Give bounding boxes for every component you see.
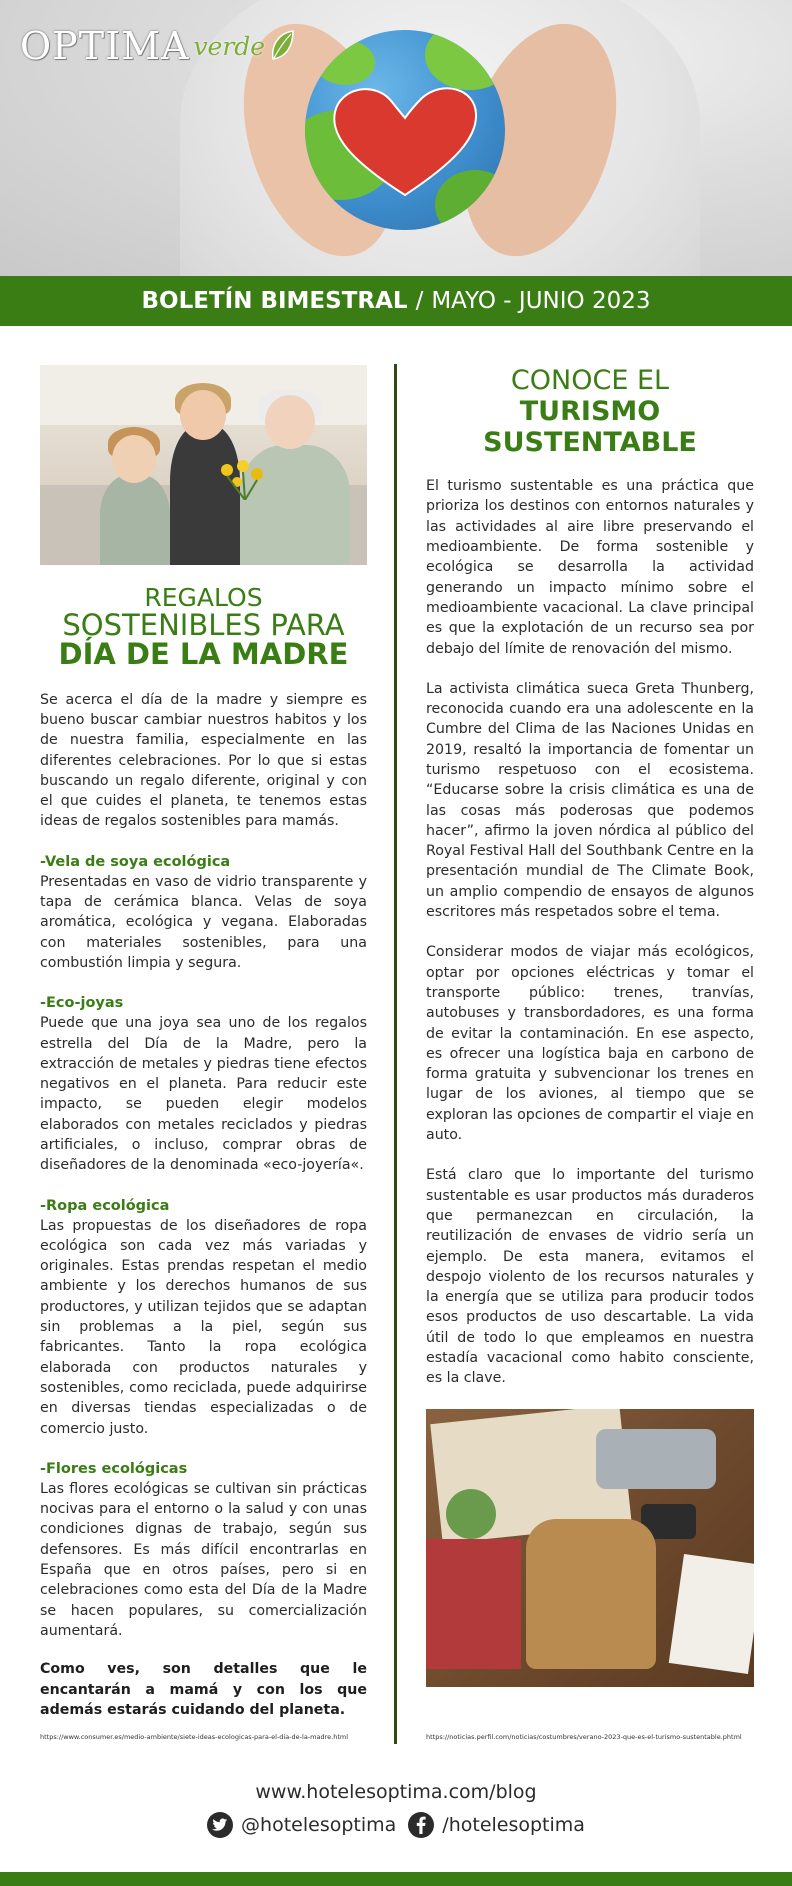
- left-source-link[interactable]: https://www.consumer.es/medio-ambiente/siete-ideas-ecologicas-para-el-dia-de-la-madre.html: [40, 1733, 349, 1741]
- family-photo: [40, 365, 367, 565]
- left-title-line3: DÍA DE LA MADRE: [58, 637, 349, 672]
- right-paragraph: La activista climática sueca Greta Thunberg, reconocida cuando era una adolescente en la Cumbre del Clima de las Naciones Unidas en 2019, resaltó la importancia de fomentar un turismo respetuoso con el ecosistema. “Educarse sobre la crisis climática es una de las cosas más poderosas que podemos hacer”, afirmo la joven nórdica al público del Royal Festival Hall del Southbank Centre en la presentación mundial de The Climate Book, un amplio compendio de ensayos de algunos escritores más respetados sobre el tema.: [426, 680, 754, 921]
- banner-separator: /: [415, 288, 424, 314]
- left-title-line1: REGALOS: [144, 583, 263, 612]
- section-body: Puede que una joya sea uno de los regalos estrella del Día de la Madre, pero la extracción de metales y piedras tiene efectos negativos en el planeta. Para reducir este impacto, se pueden elegir modelos elaborados con metales reciclados y piedras artificiales, o incluso, comprar obras de diseñadores de la denominada «eco-joyería«.: [40, 1015, 367, 1174]
- section-heading: -Flores ecológicas: [40, 1460, 188, 1477]
- right-article-title: [426, 365, 754, 458]
- facebook-link[interactable]: [408, 1812, 585, 1838]
- footer-bar: [0, 1872, 792, 1886]
- left-title-line2: SOSTENIBLES PARA: [62, 607, 345, 642]
- heart-icon: [330, 80, 480, 200]
- brand-suffix: verde: [193, 31, 266, 61]
- left-closing: Como ves, son detalles que le encantarán a mamá y con los que además estarás cuidando del planeta.: [40, 1661, 367, 1718]
- brand-logo: [20, 24, 295, 68]
- travel-photo: [426, 1409, 754, 1687]
- left-intro: Se acerca el día de la madre y siempre es bueno buscar cambiar nuestros habitos y los de nuestra familia, especialmente en las diferentes celebraciones. Por lo que si estas buscando un regalo diferente, original y con el que cuides el planeta, te tenemos estas ideas de regalos sostenibles para mamás.: [40, 691, 367, 830]
- right-column: [426, 365, 754, 1687]
- social-links: [0, 1812, 792, 1838]
- hero-image: [0, 0, 792, 276]
- flowers-icon: [215, 460, 275, 500]
- right-paragraph: El turismo sustentable es una práctica que prioriza los destinos con entornos naturales y las actividades al aire libre preservando el medioambiente. De forma sostenible y ecológica se desarrolla la actividad generando un impacto mínimo sobre el medioambiente vacacional. La clave principal es que la explotación de un recurso sea por debajo del límite de renovación del mismo.: [426, 478, 754, 657]
- brand-name: OPTIMA: [20, 24, 190, 68]
- banner-period: MAYO - JUNIO 2023: [431, 288, 651, 314]
- section-body: Presentadas en vaso de vidrio transparente y tapa de cerámica blanca. Velas de soya aromática, ecológica y vegana. Elaboradas con materiales sostenibles, para una combustión limpia y segura.: [40, 873, 367, 971]
- right-source-link[interactable]: https://noticias.perfil.com/noticias/costumbres/verano-2023-que-es-el-turismo-sustentable.phtml: [426, 1733, 742, 1741]
- section-heading: -Vela de soya ecológica: [40, 853, 231, 870]
- twitter-link[interactable]: [207, 1812, 396, 1838]
- twitter-handle: @hotelesoptima: [241, 1814, 397, 1836]
- column-divider: [394, 364, 397, 1744]
- right-title-line1: CONOCE EL: [510, 365, 670, 396]
- banner-title: BOLETÍN BIMESTRAL: [141, 288, 408, 314]
- left-column: [40, 365, 367, 1734]
- newsletter-banner: [0, 276, 792, 326]
- section-body: Las propuestas de los diseñadores de ropa ecológica son cada vez más variadas y originales. Estas prendas respetan el medio ambiente y los derechos humanos de sus productores, y utilizan tejidos que se adaptan sin problemas a la piel, según sus fabricantes. Tanto la ropa ecológica elaborada con productos naturales y sostenibles, como reciclada, puede adquirirse en diversas tiendas especializadas o de comercio justo.: [40, 1217, 367, 1437]
- twitter-icon: [207, 1812, 233, 1838]
- right-title-line2: TURISMO SUSTENTABLE: [483, 396, 697, 459]
- section-heading: -Ropa ecológica: [40, 1197, 170, 1214]
- right-paragraph: Está claro que lo importante del turismo sustentable es usar productos más duraderos que permanezcan en circulación, la reutilización de envases de vidrio sería un ejemplo. De esta manera, evitamos el despojo violento de los recursos naturales y la energía que se utiliza para producir todos esos productos de uso descartable. La vida útil de todo lo que empleamos en nuestra estadía vacacional como habito consciente, es la clave.: [426, 1167, 754, 1387]
- clay-globe: [305, 30, 505, 230]
- facebook-handle: /hotelesoptima: [442, 1814, 585, 1836]
- right-paragraph: Considerar modos de viajar más ecológicos, optar por opciones eléctricas y tomar el transporte público: trenes, tranvías, autobuses y transbordadores, es una forma de evitar la contaminación. En ese aspecto, es ofrecer una logística baja en carbono de forma gratuita y subvencionar los trenes en lugar de los aviones, al tiempo que se exploran las opciones de compartir el viaje en auto.: [426, 944, 754, 1144]
- leaf-icon: [269, 29, 295, 63]
- section-heading: -Eco-joyas: [40, 995, 124, 1012]
- facebook-icon: [408, 1812, 434, 1838]
- left-article-title: [40, 585, 367, 670]
- section-body: Las flores ecológicas se cultivan sin prácticas nocivas para el entorno o la salud y con unas condiciones dignas de trabajo, según sus defensores. Es más difícil encontrarlas en España que en otros países, pero si en celebraciones como esta del Día de la Madre se hacen populares, su comercialización aumentará.: [40, 1480, 367, 1639]
- blog-url-link[interactable]: www.hotelesoptima.com/blog: [255, 1781, 537, 1803]
